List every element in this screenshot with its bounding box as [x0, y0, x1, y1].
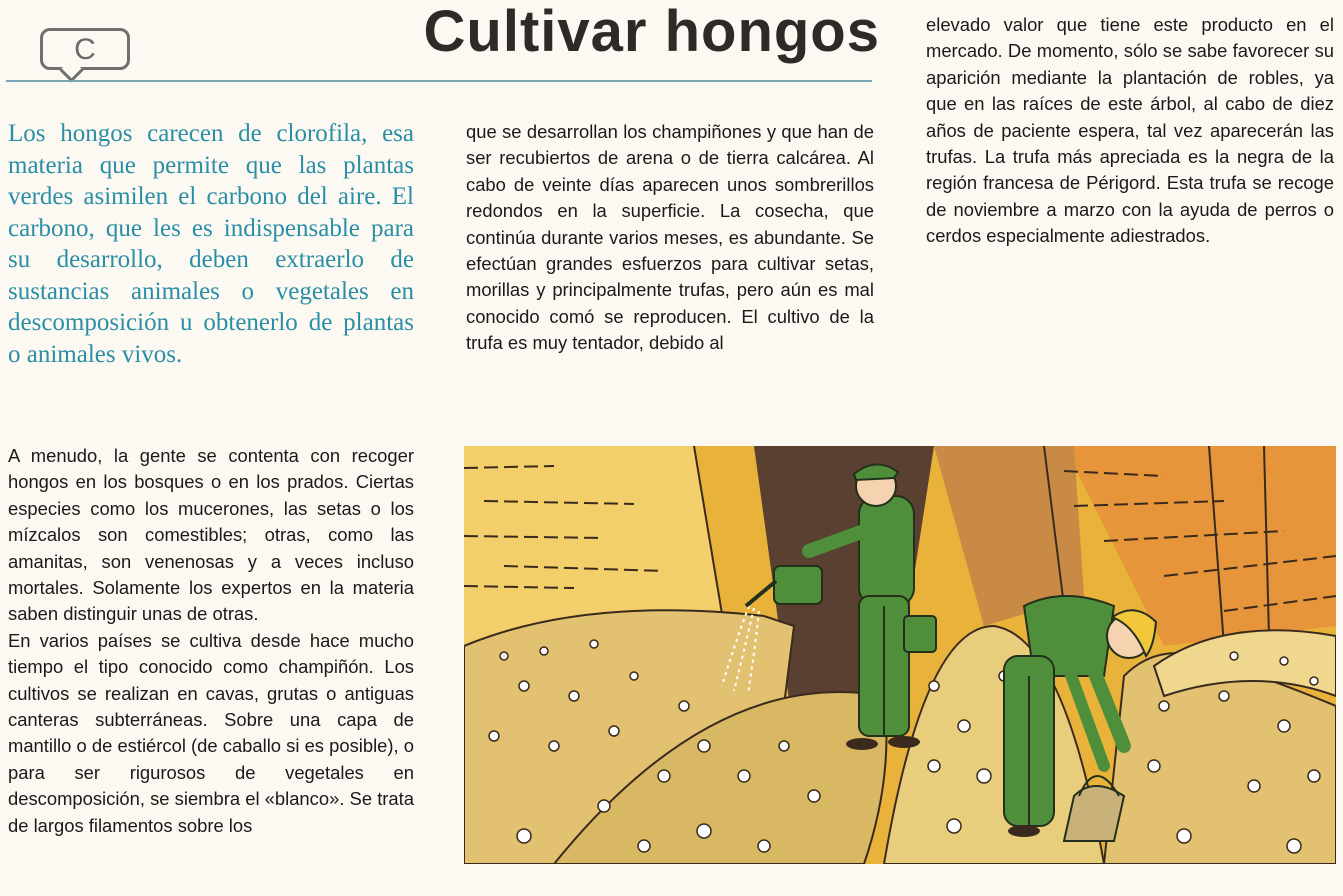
column1-paragraph-1: A menudo, la gente se contenta con recoger hongos en los bosques o en los prados. Ciertas especies como los mucerones, las setas o los mízcalos son comestibles; otras, como las amanitas, son venenosas y a veces incluso mortales. Solamente los expertos en la materia saben distinguir unas de otras. — [8, 445, 414, 625]
mushroom-cave-illustration — [464, 446, 1336, 864]
page-title: Cultivar hongos — [423, 0, 880, 64]
text-column-3 — [926, 12, 1334, 250]
text-column-2 — [466, 119, 874, 357]
illustration-drawing — [464, 446, 1336, 864]
intro-paragraph: Los hongos carecen de clorofila, esa materia que permite que las plantas verdes asimilen el carbono del aire. El carbono, que les es indispensable para su desarrollo, deben extraerlo de sustancias animales o vegetales en descomposición u obtenerlo de plantas o animales vivos. — [8, 120, 414, 368]
column3-paragraph-1: elevado valor que tiene este producto en el mercado. De momento, sólo se sabe favorecer su aparición mediante la plantación de robles, ya que en las raíces de este árbol, al cabo de diez años de paciente espera, tal vez aparecerán las trufas. La trufa más apreciada es la negra de la región francesa de Périgord. Esta trufa se recoge de noviembre a marzo con la ayuda de perros o cerdos especialmente adiestrados. — [926, 14, 1334, 247]
text-column-1 — [8, 443, 414, 839]
section-badge — [40, 28, 130, 70]
badge-letter: C — [74, 33, 96, 66]
column2-paragraph-1: que se desarrollan los champiñones y que han de ser recubiertos de arena o de tierra calcárea. Al cabo de veinte días aparecen unos sombrerillos redondos en la superficie. La cosecha, que continúa durante varios meses, es abundante. Se efectúan grandes esfuerzos para cultivar setas, morillas y principalmente trufas, pero aún es mal conocido comó se reproducen. El cultivo de la trufa es muy tentador, debido al — [466, 121, 874, 354]
title-rule — [6, 80, 872, 82]
column1-paragraph-2: En varios países se cultiva desde hace mucho tiempo el tipo conocido como champiñón. Los cultivos se realizan en cavas, grutas o antiguas canteras subterráneas. Sobre una capa de mantillo o de estiércol (de caballo si es posible), o para ser rigurosos de vegetales en descomposición, se siembra el «blanco». Se trata de largos filamentos sobre los — [8, 629, 414, 836]
